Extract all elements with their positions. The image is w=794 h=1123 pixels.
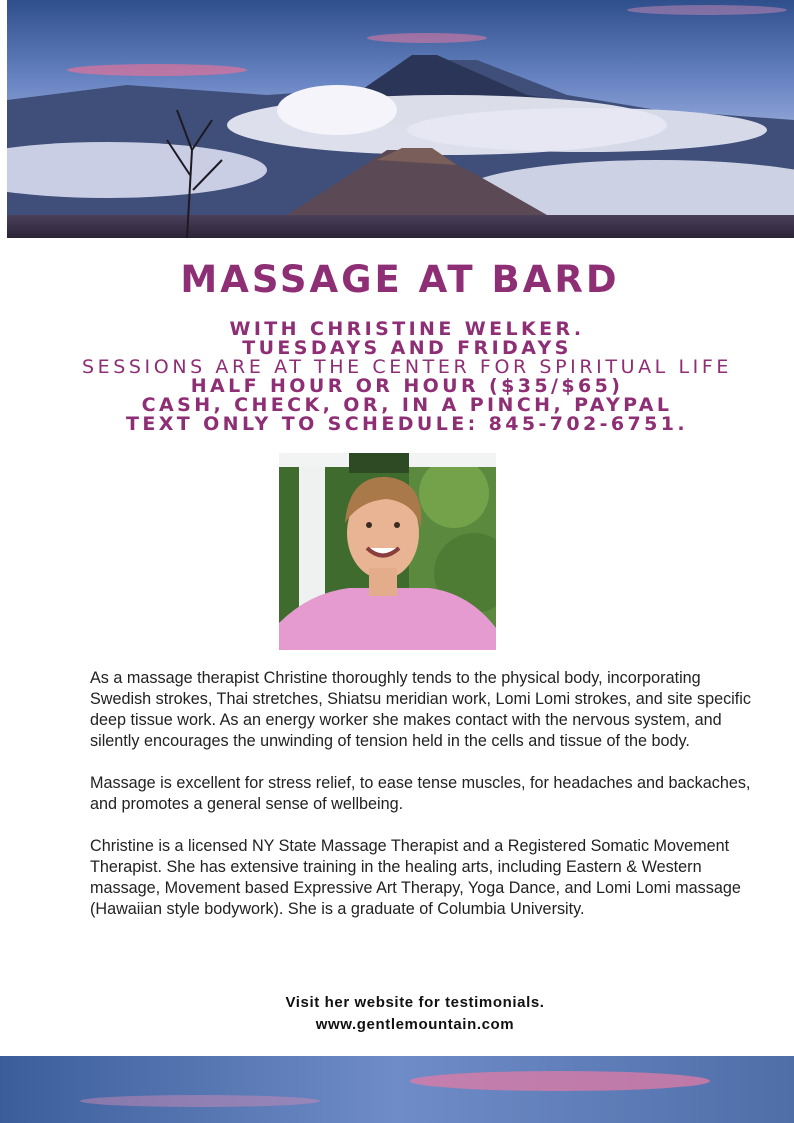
info-line-schedule: TEXT ONLY TO SCHEDULE: 845-702-6751. bbox=[125, 413, 689, 435]
page-title: MASSAGE AT BARD bbox=[180, 258, 620, 301]
info-line-days: TUESDAYS AND FRIDAYS bbox=[242, 337, 572, 359]
session-info bbox=[0, 320, 794, 434]
paragraph-techniques: As a massage therapist Christine thoroughly tends to the physical body, incorporating Swedish strokes, Thai stretches, Shiatsu meridian work, Lomi Lomi strokes, and site specific deep tissue work. As an energy worker she makes contact with the nervous system, and silently encourages the unwinding of tension held in the cells and tissue of the body. bbox=[90, 669, 751, 750]
header-banner-image bbox=[7, 0, 794, 238]
footer bbox=[0, 992, 794, 1035]
info-line-therapist: WITH CHRISTINE WELKER. bbox=[229, 318, 585, 340]
info-line-payment: CASH, CHECK, OR, IN A PINCH, PAYPAL bbox=[141, 394, 673, 416]
paragraph-benefits: Massage is excellent for stress relief, to ease tense muscles, for headaches and backaches, and promotes a general sense of wellbeing. bbox=[90, 774, 751, 813]
paragraph-credentials: Christine is a licensed NY State Massage Therapist and a Registered Somatic Movement Therapist. She has extensive training in the healing arts, including Eastern & Western massage, Movement based Expressive Art Therapy, Yoga Dance, and Lomi Lomi massage (Hawaiian style bodywork). She is a graduate of Columbia University. bbox=[90, 837, 741, 918]
description bbox=[90, 668, 766, 941]
website-link[interactable]: www.gentlemountain.com bbox=[315, 1015, 515, 1033]
therapist-photo bbox=[279, 453, 496, 650]
info-line-location: SESSIONS ARE AT THE CENTER FOR SPIRITUAL LIFE bbox=[81, 356, 733, 378]
info-line-pricing: HALF HOUR OR HOUR ($35/$65) bbox=[190, 375, 624, 397]
testimonials-note: Visit her website for testimonials. bbox=[285, 994, 545, 1011]
footer-banner-image bbox=[0, 1056, 794, 1123]
